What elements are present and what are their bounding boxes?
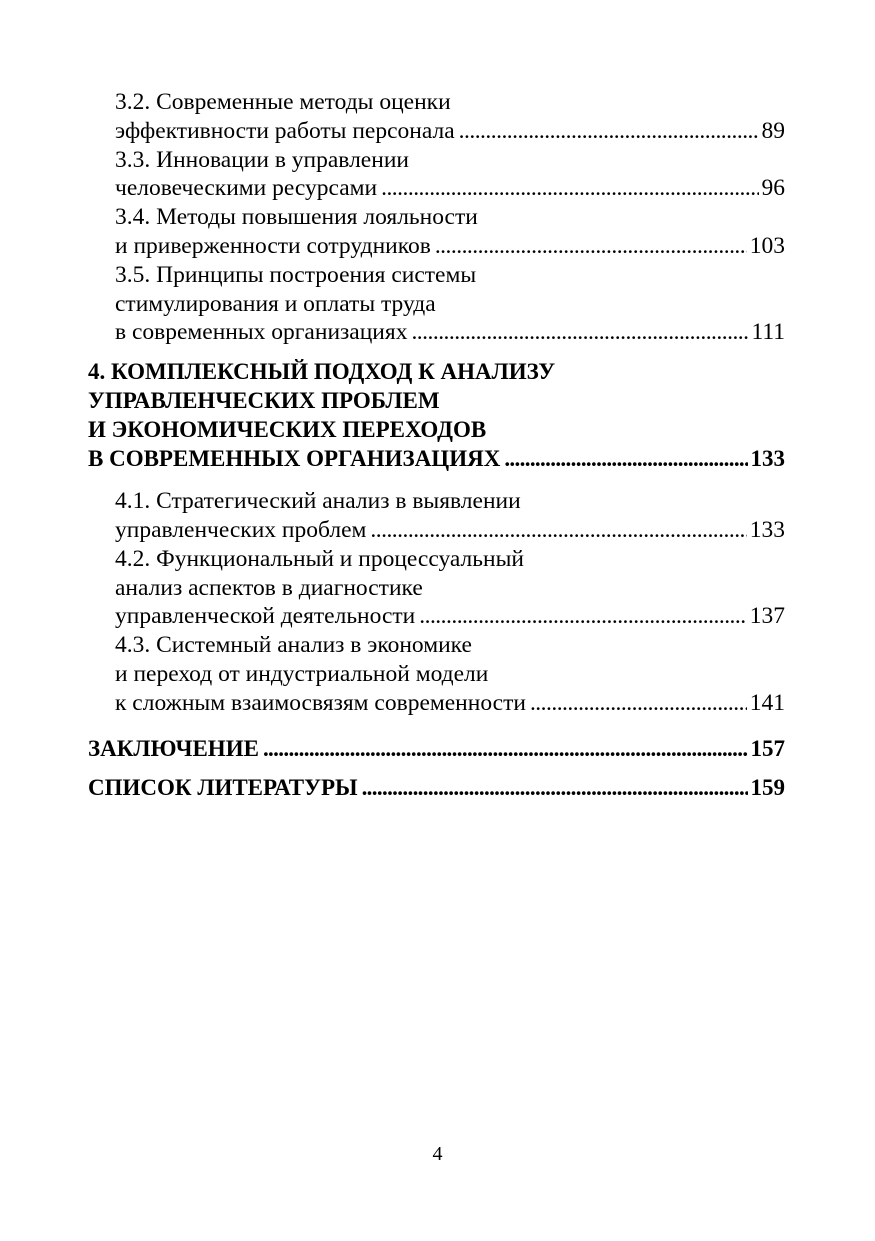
toc-entry-title-line: 3.3. Инновации в управлении [115, 146, 409, 173]
toc-page-number: 96 [761, 175, 785, 202]
toc-entry-title-line: в современных организациях [115, 319, 408, 346]
toc-entry-title-line: человеческими ресурсами [115, 175, 378, 202]
toc-entry-title-line: 4.2. Функциональный и процессуальный [115, 545, 524, 572]
toc-page-number: 159 [750, 774, 785, 800]
toc-page-number: 111 [751, 319, 785, 346]
toc-entry-last-line [88, 734, 785, 763]
toc-entry-last-line [88, 444, 785, 473]
toc-entry-title-line: стимулирования и оплаты труда [115, 290, 436, 317]
toc-entry-title-line: И ЭКОНОМИЧЕСКИХ ПЕРЕХОДОВ [88, 417, 487, 443]
toc-entry-4-2[interactable] [88, 545, 785, 631]
toc-entry-title-line: и переход от индустриальной модели [115, 660, 489, 687]
toc-entry-3-4[interactable] [88, 203, 785, 261]
toc-bibliography[interactable] [88, 773, 785, 802]
toc-entry-title-line: 3.5. Принципы построения системы [115, 261, 477, 288]
toc-entry-title-line: 3.2. Современные методы оценки [115, 89, 451, 115]
toc-entry-title-line: управленческих проблем [115, 516, 367, 543]
spacer [88, 763, 785, 773]
toc-entry-3-3[interactable] [88, 146, 785, 204]
toc-chapter-4[interactable] [88, 357, 785, 473]
toc-entry-title-line: 4. КОМПЛЕКСНЫЙ ПОДХОД К АНАЛИЗУ [88, 359, 556, 385]
toc-page-number: 137 [749, 603, 785, 630]
spacer [88, 718, 785, 734]
toc-entry-last-line [115, 689, 785, 718]
dot-leader [435, 232, 747, 261]
toc-entry-last-line [115, 117, 785, 146]
toc-conclusion[interactable] [88, 734, 785, 763]
toc-entry-3-5[interactable] [88, 261, 785, 347]
toc-entry-title-line: СПИСОК ЛИТЕРАТУРЫ [88, 774, 358, 800]
toc-entry-title-line: анализ аспектов в диагностике [115, 574, 423, 601]
toc-entry-title-line: 3.4. Методы повышения лояльности [115, 204, 478, 231]
toc-entry-title-line: 4.1. Стратегический анализ в выявлении [115, 488, 521, 515]
dot-leader [419, 602, 747, 631]
toc-entry-last-line [88, 773, 785, 802]
toc-entry-title-line: и приверженности сотрудников [115, 232, 431, 259]
toc-page-number: 141 [749, 689, 785, 716]
toc-page-number: 89 [761, 117, 785, 144]
dot-leader [411, 318, 748, 347]
toc-entry-last-line [115, 174, 785, 203]
toc-entry-title-line: УПРАВЛЕНЧЕСКИХ ПРОБЛЕМ [88, 388, 440, 414]
toc-page-number: 103 [749, 232, 785, 259]
toc-entry-title-line: 4.3. Системный анализ в экономике [115, 632, 472, 659]
spacer [88, 473, 785, 487]
table-of-contents [88, 88, 785, 802]
dot-leader [263, 734, 748, 763]
toc-page-number: 133 [749, 516, 785, 543]
dot-leader [362, 773, 748, 802]
dot-leader [370, 516, 746, 545]
dot-leader [504, 444, 747, 473]
toc-entry-title-line: В СОВРЕМЕННЫХ ОРГАНИЗАЦИЯХ [88, 446, 501, 472]
toc-page-number: 133 [750, 446, 785, 472]
toc-entry-last-line [115, 516, 785, 545]
toc-entry-title-line: управленческой деятельности [115, 603, 416, 630]
page-number: 4 [432, 1143, 443, 1165]
toc-entry-last-line [115, 232, 785, 261]
toc-page-number: 157 [750, 735, 785, 761]
toc-entry-title-line: к сложным взаимосвязям современности [115, 689, 526, 716]
dot-leader [381, 174, 758, 203]
toc-entry-last-line [115, 602, 785, 631]
dot-leader [459, 117, 759, 146]
toc-entry-title-line: эффективности работы персонала [115, 117, 455, 144]
toc-entry-4-3[interactable] [88, 631, 785, 717]
toc-entry-3-2[interactable] [88, 88, 785, 146]
toc-entry-4-1[interactable] [88, 487, 785, 545]
spacer [88, 347, 785, 357]
toc-entry-title-line: ЗАКЛЮЧЕНИЕ [88, 735, 259, 761]
toc-entry-last-line [115, 318, 785, 347]
dot-leader [530, 689, 747, 718]
